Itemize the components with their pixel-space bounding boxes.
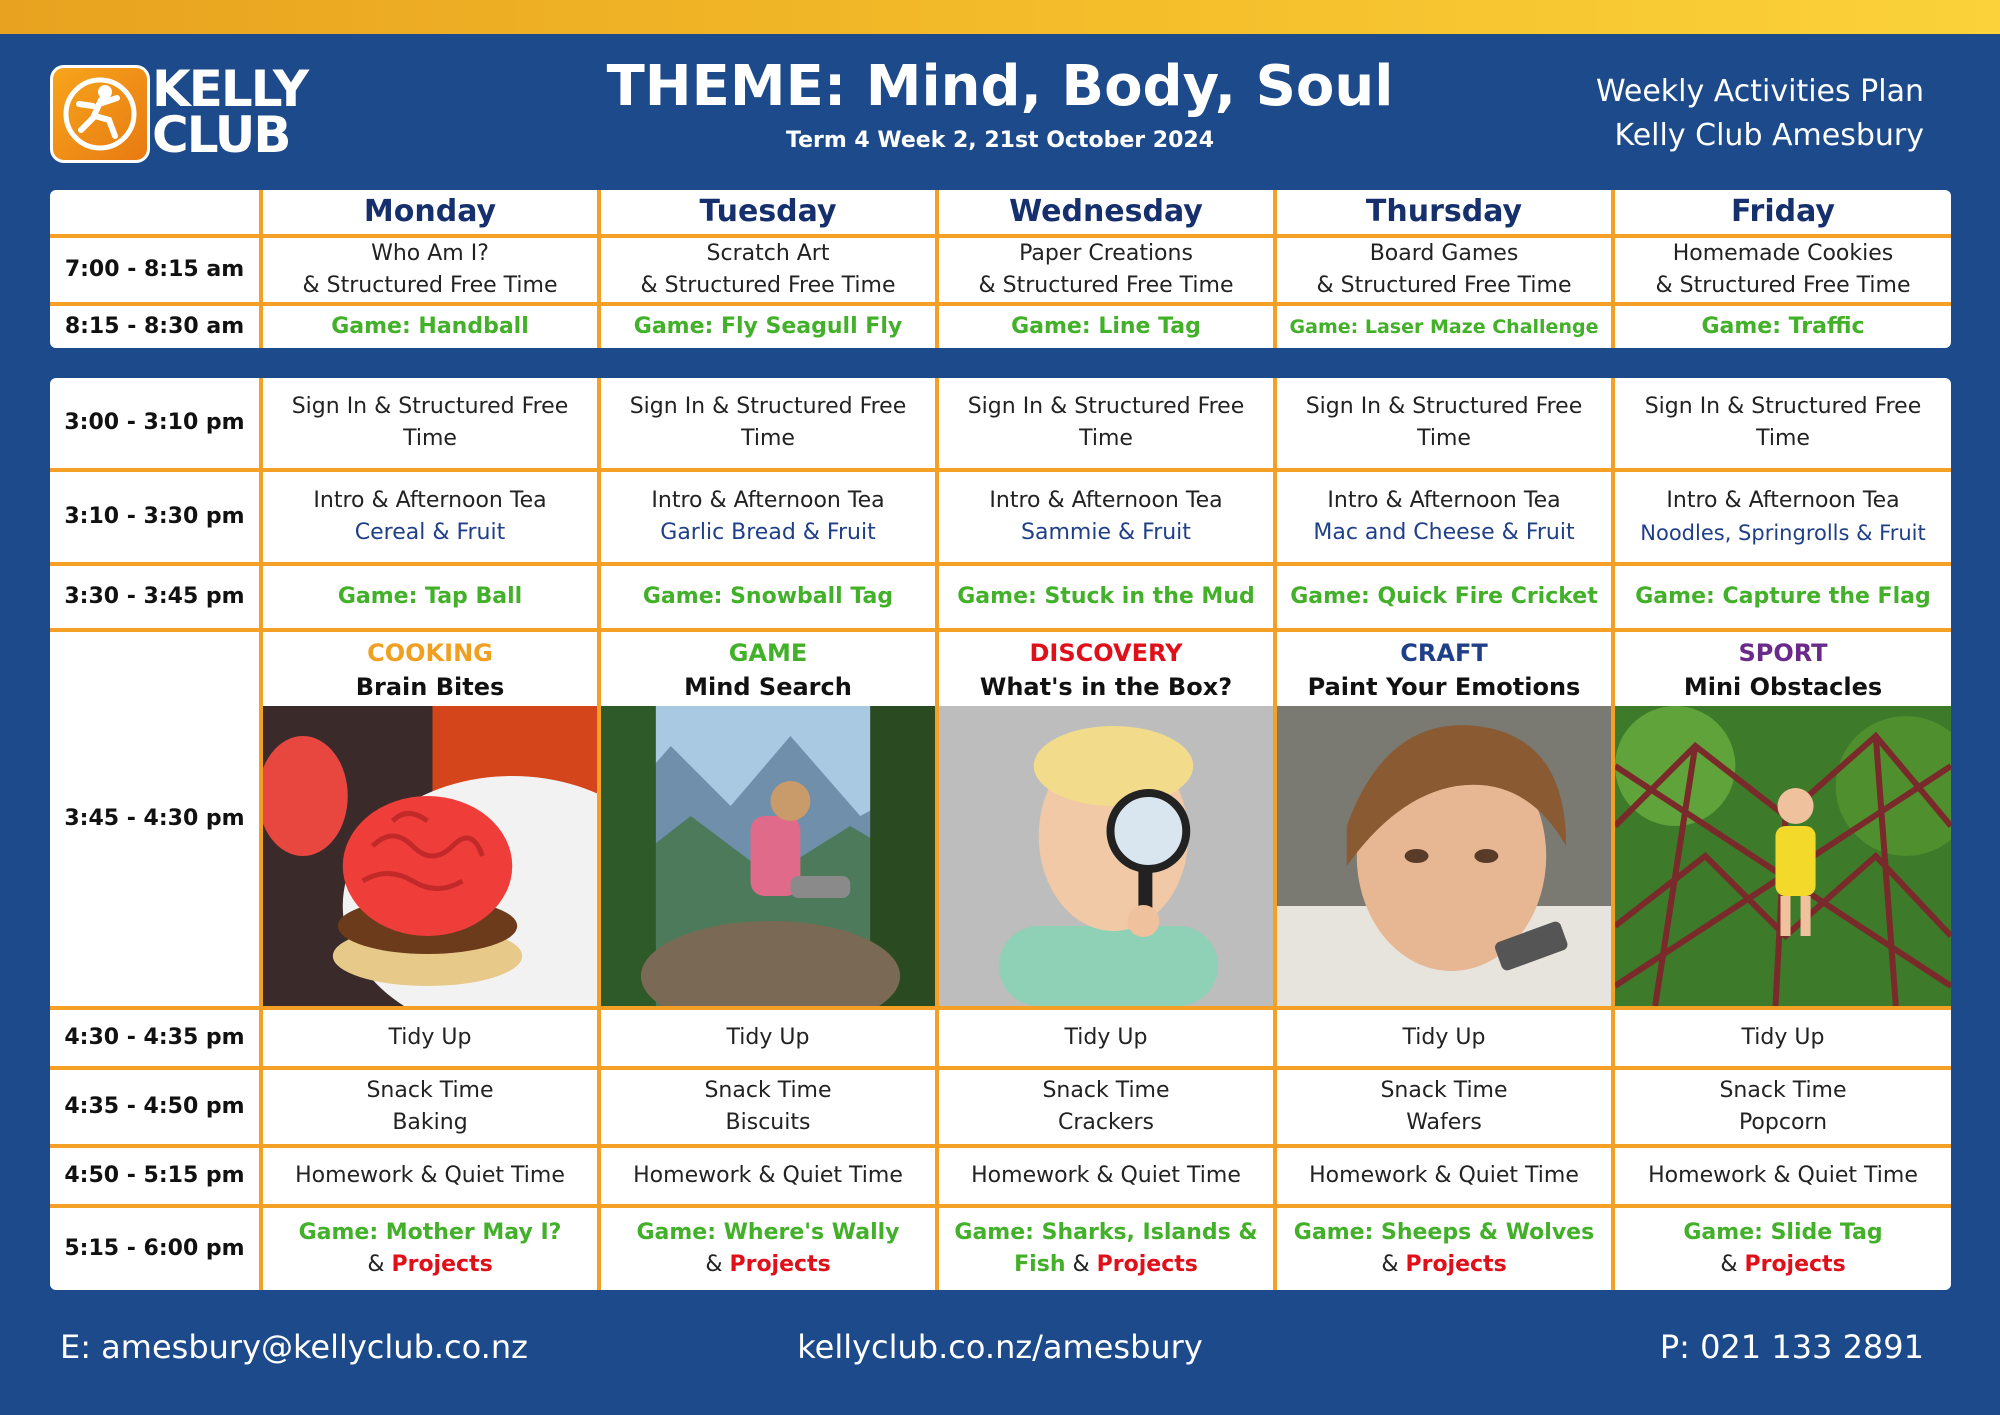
plan-label — [1596, 70, 1924, 158]
time-label: 5:15 - 6:00 pm — [50, 1206, 261, 1290]
game-cell: Game: Quick Fire Cricket — [1275, 564, 1613, 630]
activity-category: CRAFT — [1400, 639, 1488, 667]
schedule-cell — [261, 378, 599, 470]
activity-title: Brain Bites — [355, 673, 505, 701]
time-label: 4:30 - 4:35 pm — [50, 1008, 261, 1068]
time-label: 7:00 - 8:15 am — [50, 236, 261, 304]
game-cell: Game: Handball — [261, 304, 599, 348]
page-title: THEME: Mind, Body, Soul — [606, 54, 1394, 119]
game-cell: Game: Tap Ball — [261, 564, 599, 630]
activity-category: COOKING — [367, 639, 493, 667]
game-cell: Game: Capture the Flag — [1613, 564, 1951, 630]
ampersand: & — [705, 1252, 730, 1277]
activity-text: & Structured Free Time — [302, 273, 558, 298]
game-cell: Game: Snowball Tag — [599, 564, 937, 630]
ampersand: & — [1065, 1252, 1097, 1277]
activity-text: Time — [403, 426, 457, 451]
activity-text: Homemade Cookies — [1672, 241, 1894, 266]
schedule-cell — [1275, 236, 1613, 304]
activity-text: Snack Time — [1719, 1078, 1847, 1103]
schedule-cell: Tidy Up — [1275, 1008, 1613, 1068]
activity-text: Snack Time — [366, 1078, 494, 1103]
schedule-cell — [1275, 470, 1613, 564]
activity-text: Snack Time — [1042, 1078, 1170, 1103]
activity-text: & Structured Free Time — [1655, 273, 1911, 298]
activity-text: Intro & Afternoon Tea — [1666, 488, 1900, 513]
activity-cell-thursday — [1275, 630, 1613, 1008]
schedule-cell — [599, 236, 937, 304]
projects-text: Projects — [1096, 1252, 1198, 1277]
day-header-monday: Monday — [261, 190, 599, 236]
tea-menu: Noodles, Springrolls & Fruit — [1640, 521, 1926, 545]
schedule-cell — [937, 470, 1275, 564]
activity-category: GAME — [728, 639, 808, 667]
schedule-cell: Homework & Quiet Time — [1275, 1146, 1613, 1206]
schedule-cell: Tidy Up — [599, 1008, 937, 1068]
footer-email: E: amesbury@kellyclub.co.nz — [60, 1328, 528, 1366]
ampersand: & — [1381, 1252, 1406, 1277]
schedule-cell — [261, 236, 599, 304]
snack-item: Biscuits — [725, 1110, 811, 1135]
activity-text: Intro & Afternoon Tea — [989, 488, 1223, 513]
game-text: Game: Sheeps & Wolves — [1293, 1220, 1595, 1245]
activity-text: Sign In & Structured Free — [1305, 394, 1583, 419]
projects-line — [1281, 1249, 1607, 1281]
activity-text: Sign In & Structured Free — [1644, 394, 1922, 419]
schedule-cell: Homework & Quiet Time — [1613, 1146, 1951, 1206]
projects-line — [1619, 1249, 1947, 1281]
snack-item: Baking — [392, 1110, 468, 1135]
game-cell: Game: Traffic — [1613, 304, 1951, 348]
game-cell: Game: Stuck in the Mud — [937, 564, 1275, 630]
activity-text: Time — [1417, 426, 1471, 451]
footer-website: kellyclub.co.nz/amesbury — [797, 1328, 1203, 1366]
schedule-cell — [937, 378, 1275, 470]
activity-cell-friday — [1613, 630, 1951, 1008]
activity-text: Board Games — [1369, 241, 1519, 266]
activity-text: Sign In & Structured Free — [291, 394, 569, 419]
time-label: 3:00 - 3:10 pm — [50, 378, 261, 470]
footer-phone: P: 021 133 2891 — [1659, 1328, 1924, 1366]
activity-text: & Structured Free Time — [640, 273, 896, 298]
schedule-cell — [1613, 1206, 1951, 1290]
time-label: 4:35 - 4:50 pm — [50, 1068, 261, 1146]
plan-label-line2: Kelly Club Amesbury — [1614, 118, 1924, 153]
activity-text: Snack Time — [704, 1078, 832, 1103]
activity-text: Intro & Afternoon Tea — [1327, 488, 1561, 513]
schedule-cell — [261, 1068, 599, 1146]
time-label: 3:10 - 3:30 pm — [50, 470, 261, 564]
activity-text: Who Am I? — [371, 241, 489, 266]
day-header-thursday: Thursday — [1275, 190, 1613, 236]
projects-text: Projects — [729, 1252, 831, 1277]
schedule-cell — [1613, 378, 1951, 470]
ampersand: & — [1720, 1252, 1745, 1277]
game-text: Game: Mother May I? — [298, 1220, 562, 1245]
schedule-cell — [1613, 1068, 1951, 1146]
schedule-cell: Homework & Quiet Time — [599, 1146, 937, 1206]
schedule-cell — [1613, 470, 1951, 564]
mind-search-photo — [601, 706, 935, 1006]
schedule-cell — [599, 1206, 937, 1290]
schedule-cell: Tidy Up — [1613, 1008, 1951, 1068]
activity-category: DISCOVERY — [1029, 639, 1183, 667]
activity-cell-wednesday — [937, 630, 1275, 1008]
schedule-cell — [937, 1068, 1275, 1146]
schedule-cell: Tidy Up — [937, 1008, 1275, 1068]
activity-title: Mind Search — [684, 673, 852, 701]
day-header-tuesday: Tuesday — [599, 190, 937, 236]
activity-text: Sign In & Structured Free — [967, 394, 1245, 419]
time-label: 8:15 - 8:30 am — [50, 304, 261, 348]
game-text-continued: Fish — [1014, 1252, 1066, 1277]
tea-menu: Cereal & Fruit — [354, 520, 506, 545]
activity-cell-tuesday — [599, 630, 937, 1008]
top-accent-bar — [0, 0, 2000, 34]
activity-title: Mini Obstacles — [1683, 673, 1883, 701]
logo-mark — [50, 65, 150, 163]
activity-cell-monday — [261, 630, 599, 1008]
projects-text: Projects — [391, 1252, 493, 1277]
activity-text: Snack Time — [1380, 1078, 1508, 1103]
schedule-cell: Homework & Quiet Time — [937, 1146, 1275, 1206]
projects-line — [943, 1249, 1269, 1281]
tea-menu: Sammie & Fruit — [1021, 520, 1191, 545]
ampersand: & — [367, 1252, 392, 1277]
projects-line — [267, 1249, 593, 1281]
page-subtitle: Term 4 Week 2, 21st October 2024 — [785, 128, 1214, 153]
schedule-cell: Homework & Quiet Time — [261, 1146, 599, 1206]
projects-text: Projects — [1744, 1252, 1846, 1277]
game-text: Game: Where's Wally — [636, 1220, 900, 1245]
schedule-cell — [1275, 1206, 1613, 1290]
afternoon-schedule — [50, 378, 1951, 1290]
snack-item: Wafers — [1406, 1110, 1482, 1135]
corner-cell — [50, 190, 261, 236]
schedule-cell — [1275, 1068, 1613, 1146]
projects-text: Projects — [1405, 1252, 1507, 1277]
activity-title: Paint Your Emotions — [1307, 673, 1581, 701]
schedule-cell — [261, 1206, 599, 1290]
mini-obstacles-photo — [1615, 706, 1951, 1006]
tea-menu: Mac and Cheese & Fruit — [1313, 520, 1575, 545]
schedule-cell — [937, 1206, 1275, 1290]
schedule-cell — [1275, 378, 1613, 470]
time-label: 4:50 - 5:15 pm — [50, 1146, 261, 1206]
schedule-cell — [599, 470, 937, 564]
game-text: Game: Slide Tag — [1683, 1220, 1883, 1245]
activity-text: & Structured Free Time — [1316, 273, 1572, 298]
time-label: 3:30 - 3:45 pm — [50, 564, 261, 630]
activity-text: Scratch Art — [706, 241, 830, 266]
logo-text-kelly: KELLY — [152, 60, 308, 118]
schedule-cell — [599, 1068, 937, 1146]
tea-menu: Garlic Bread & Fruit — [660, 520, 876, 545]
game-cell: Game: Fly Seagull Fly — [599, 304, 937, 348]
game-cell: Game: Laser Maze Challenge — [1275, 304, 1613, 348]
activity-text: Time — [741, 426, 795, 451]
activity-text: Time — [1756, 426, 1810, 451]
logo-text-club: CLUB — [152, 106, 290, 164]
activity-text: & Structured Free Time — [978, 273, 1234, 298]
plan-label-line1: Weekly Activities Plan — [1595, 74, 1924, 109]
paint-your-emotions-photo — [1277, 706, 1611, 1006]
schedule-cell: Tidy Up — [261, 1008, 599, 1068]
schedule-cell — [937, 236, 1275, 304]
schedule-cell — [1613, 236, 1951, 304]
game-text: Game: Sharks, Islands & — [954, 1220, 1258, 1245]
projects-line — [605, 1249, 931, 1281]
activity-text: Intro & Afternoon Tea — [651, 488, 885, 513]
schedule-cell — [261, 470, 599, 564]
snack-item: Crackers — [1058, 1110, 1154, 1135]
activity-text: Sign In & Structured Free — [629, 394, 907, 419]
whats-in-the-box-photo — [939, 706, 1273, 1006]
activity-text: Paper Creations — [1019, 241, 1193, 266]
morning-schedule — [50, 190, 1951, 348]
activity-title: What's in the Box? — [979, 673, 1233, 701]
activity-text: Time — [1079, 426, 1133, 451]
day-header-friday: Friday — [1613, 190, 1951, 236]
day-header-wednesday: Wednesday — [937, 190, 1275, 236]
activity-text: Intro & Afternoon Tea — [313, 488, 547, 513]
game-cell: Game: Line Tag — [937, 304, 1275, 348]
activity-category: SPORT — [1738, 639, 1828, 667]
brain-bites-photo — [263, 706, 597, 1006]
schedule-cell — [599, 378, 937, 470]
kelly-club-logo — [50, 62, 310, 164]
time-label: 3:45 - 4:30 pm — [50, 630, 261, 1008]
snack-item: Popcorn — [1738, 1110, 1828, 1135]
